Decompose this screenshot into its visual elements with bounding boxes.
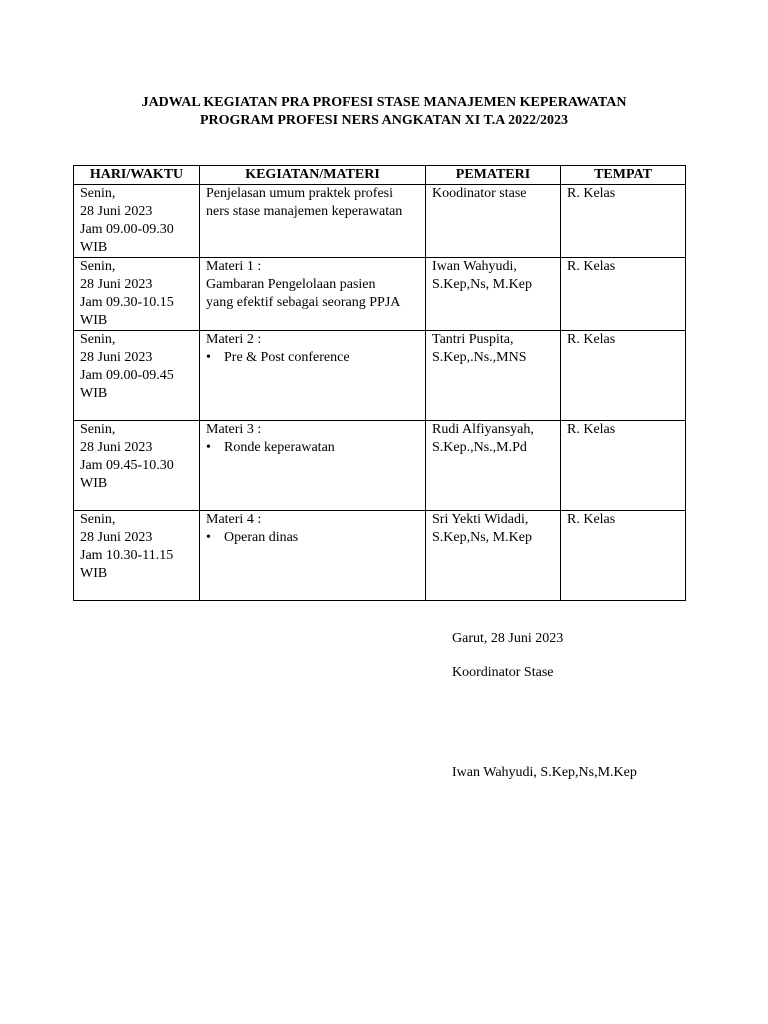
signature-role: Koordinator Stase	[452, 665, 554, 680]
signature-place-date: Garut, 28 Juni 2023	[452, 631, 564, 646]
timezone-text: WIB	[80, 386, 108, 401]
bullet-item	[206, 349, 419, 367]
bullet-text: Pre & Post conference	[224, 350, 350, 365]
time-text: Jam 10.30-11.15	[80, 548, 174, 563]
date-text: 28 Juni 2023	[80, 204, 153, 219]
activity-line: ners stase manajemen keperawatan	[206, 204, 403, 219]
cell-kegiatan	[200, 421, 426, 511]
signature-name: Iwan Wahyudi, S.Kep,Ns,M.Kep	[452, 765, 637, 780]
date-text: 28 Juni 2023	[80, 440, 153, 455]
cell-pemateri	[426, 185, 561, 258]
cell-pemateri	[426, 258, 561, 331]
cell-pemateri	[426, 331, 561, 421]
day-text: Senin,	[80, 332, 116, 347]
table-row	[74, 331, 686, 421]
table-row	[74, 511, 686, 601]
speaker-name: Iwan Wahyudi,	[432, 259, 517, 274]
speaker-title: S.Kep.,Ns.,M.Pd	[432, 440, 527, 455]
location-text: R. Kelas	[567, 259, 616, 274]
date-text: 28 Juni 2023	[80, 530, 153, 545]
materi-label: Materi 1 :	[206, 259, 262, 274]
header-pemateri: PEMATERI	[426, 166, 561, 185]
cell-kegiatan	[200, 511, 426, 601]
activity-line: Gambaran Pengelolaan pasien	[206, 277, 376, 292]
cell-tempat	[561, 511, 686, 601]
cell-hari-waktu	[74, 331, 200, 421]
time-text: Jam 09.30-10.15	[80, 295, 174, 310]
bullet-icon: •	[206, 440, 211, 455]
speaker-name: Tantri Puspita,	[432, 332, 514, 347]
cell-hari-waktu	[74, 258, 200, 331]
time-text: Jam 09.00-09.45	[80, 368, 174, 383]
table-row	[74, 421, 686, 511]
bullet-text: Operan dinas	[224, 530, 299, 545]
cell-hari-waktu	[74, 511, 200, 601]
time-text: Jam 09.45-10.30	[80, 458, 174, 473]
location-text: R. Kelas	[567, 422, 616, 437]
speaker-title: S.Kep,.Ns.,MNS	[432, 350, 527, 365]
location-text: R. Kelas	[567, 512, 616, 527]
schedule-table	[73, 165, 686, 601]
table-header-row	[74, 166, 686, 185]
header-hari-waktu: HARI/WAKTU	[74, 166, 200, 185]
cell-kegiatan	[200, 185, 426, 258]
cell-hari-waktu	[74, 421, 200, 511]
activity-line: yang efektif sebagai seorang PPJA	[206, 295, 401, 310]
timezone-text: WIB	[80, 566, 108, 581]
speaker-name: Koodinator stase	[432, 186, 527, 201]
materi-label: Materi 3 :	[206, 422, 262, 437]
bullet-item	[206, 439, 419, 457]
cell-tempat	[561, 331, 686, 421]
materi-label: Materi 2 :	[206, 332, 262, 347]
speaker-name: Sri Yekti Widadi,	[432, 512, 529, 527]
cell-pemateri	[426, 421, 561, 511]
cell-kegiatan	[200, 258, 426, 331]
activity-line: Penjelasan umum praktek profesi	[206, 186, 394, 201]
day-text: Senin,	[80, 259, 116, 274]
cell-tempat	[561, 258, 686, 331]
bullet-icon: •	[206, 350, 211, 365]
page-title	[0, 94, 768, 130]
timezone-text: WIB	[80, 240, 108, 255]
bullet-icon: •	[206, 530, 211, 545]
time-text: Jam 09.00-09.30	[80, 222, 174, 237]
speaker-name: Rudi Alfiyansyah,	[432, 422, 534, 437]
title-line-1: JADWAL KEGIATAN PRA PROFESI STASE MANAJEMEN KEPERAWATAN	[141, 95, 627, 110]
location-text: R. Kelas	[567, 332, 616, 347]
cell-pemateri	[426, 511, 561, 601]
header-kegiatan-materi: KEGIATAN/MATERI	[200, 166, 426, 185]
location-text: R. Kelas	[567, 186, 616, 201]
cell-kegiatan	[200, 331, 426, 421]
date-text: 28 Juni 2023	[80, 277, 153, 292]
day-text: Senin,	[80, 512, 116, 527]
bullet-text: Ronde keperawatan	[224, 440, 335, 455]
title-line-2: PROGRAM PROFESI NERS ANGKATAN XI T.A 2022/2023	[199, 113, 569, 128]
header-tempat: TEMPAT	[561, 166, 686, 185]
table-row	[74, 185, 686, 258]
cell-hari-waktu	[74, 185, 200, 258]
cell-tempat	[561, 185, 686, 258]
table-row	[74, 258, 686, 331]
bullet-item	[206, 529, 419, 547]
speaker-title: S.Kep,Ns, M.Kep	[432, 277, 532, 292]
materi-label: Materi 4 :	[206, 512, 262, 527]
date-text: 28 Juni 2023	[80, 350, 153, 365]
day-text: Senin,	[80, 422, 116, 437]
timezone-text: WIB	[80, 476, 108, 491]
speaker-title: S.Kep,Ns, M.Kep	[432, 530, 532, 545]
timezone-text: WIB	[80, 313, 108, 328]
cell-tempat	[561, 421, 686, 511]
day-text: Senin,	[80, 186, 116, 201]
